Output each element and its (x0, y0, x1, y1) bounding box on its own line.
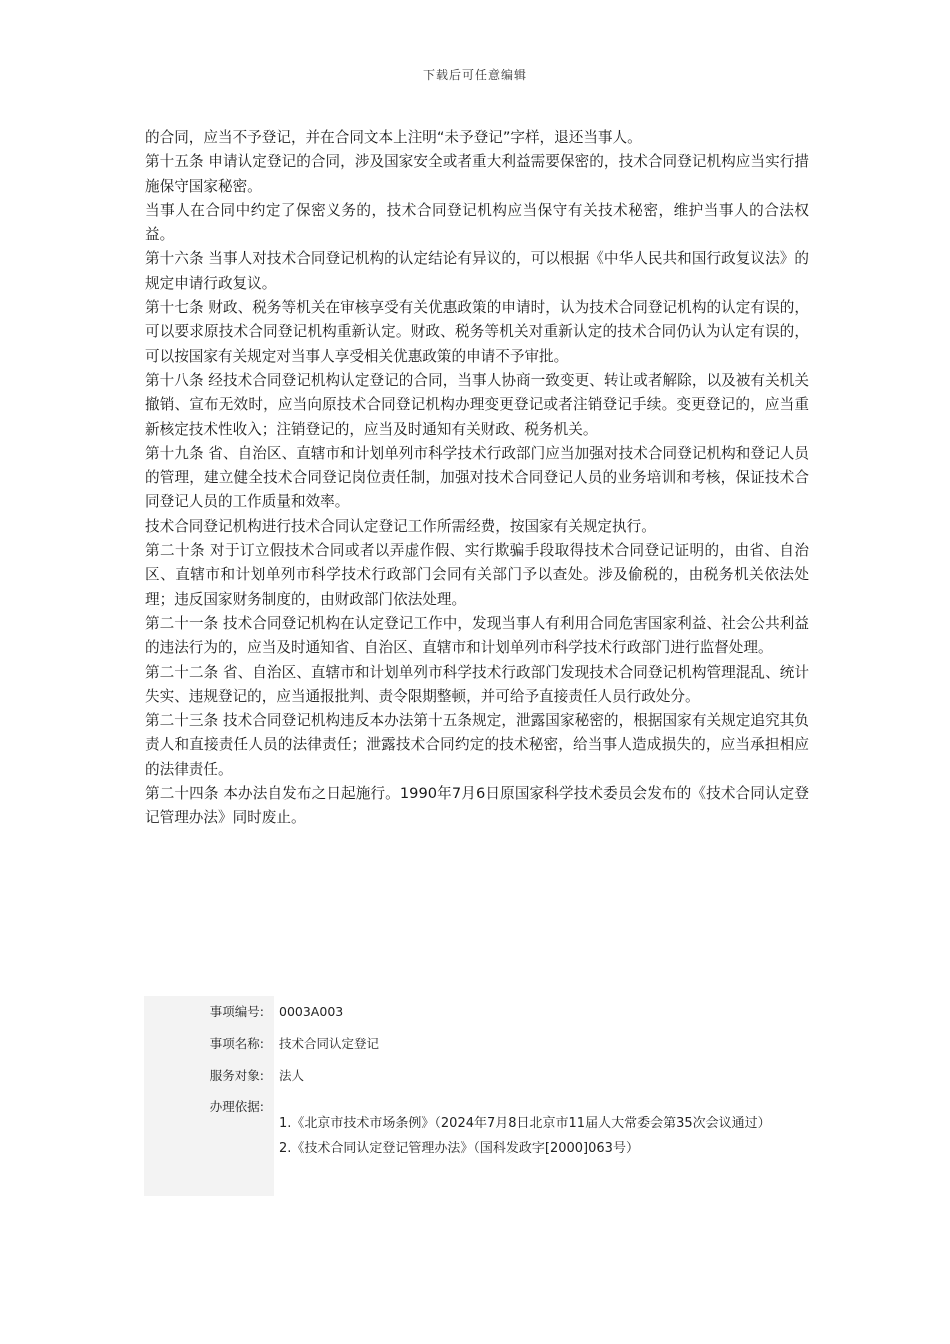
service-target-label: 服务对象: (144, 1060, 274, 1092)
info-row-basis (144, 1092, 806, 1196)
article-17: 第十七条 财政、税务等机关在审核享受有关优惠政策的申请时，认为技术合同登记机构的认定有误的，可以要求原技术合同登记机构重新认定。财政、税务等机关对重新认定的技术合同仍认为认定有误的，可以按国家有关规定对当事人享受相关优惠政策的申请不予审批。 (145, 299, 809, 365)
info-row-service-target (144, 1060, 806, 1092)
basis-label: 办理依据: (144, 1092, 274, 1196)
article-24: 第二十四条 本办法自发布之日起施行。1990年7月6日原国家科学技术委员会发布的《技术合同认定登记管理办法》同时废止。 (145, 785, 809, 827)
paragraph: 的合同，应当不予登记，并在合同文本上注明“未予登记”字样，退还当事人。 (145, 129, 642, 146)
paragraph: 技术合同登记机构进行技术合同认定登记工作所需经费，按国家有关规定执行。 (145, 517, 656, 535)
item-code-value: 0003A003 (279, 1004, 344, 1019)
info-row-item-name (144, 1028, 806, 1060)
item-info-table (144, 996, 806, 1196)
paragraph: 当事人在合同中约定了保密义务的，技术合同登记机构应当保守有关技术秘密，维护当事人的合法权益。 (145, 201, 809, 244)
info-row-item-code (144, 996, 806, 1028)
article-21: 第二十一条 技术合同登记机构在认定登记工作中，发现当事人有利用合同危害国家利益、社会公共利益的违法行为的，应当及时通知省、自治区、直辖市和计划单列市科学技术行政部门进行监督处理。 (145, 614, 809, 657)
basis-item: 1.《北京市技术市场条例》（2024年7月8日北京市11届人大常委会第35次会议通过） (279, 1116, 771, 1131)
article-23: 第二十三条 技术合同登记机构违反本办法第十五条规定，泄露国家秘密的，根据国家有关规定追究其负责人和直接责任人员的法律责任；泄露技术合同约定的技术秘密，给当事人造成损失的，应当承担相应的法律责任。 (145, 712, 809, 778)
article-22: 第二十二条 省、自治区、直辖市和计划单列市科学技术行政部门发现技术合同登记机构管理混乱、统计失实、违规登记的，应当通报批判、责令限期整顿，并可给予直接责任人员行政处分。 (145, 663, 809, 705)
article-20: 第二十条 对于订立假技术合同或者以弄虚作假、实行欺骗手段取得技术合同登记证明的，由省、自治区、直辖市和计划单列市科学技术行政部门会同有关部门予以查处。涉及偷税的，由税务机关依法处理；违反国家财务制度的，由财政部门依法处理。 (145, 542, 809, 608)
basis-list (279, 1112, 806, 1160)
article-16: 第十六条 当事人对技术合同登记机构的认定结论有异议的，可以根据《中华人民共和国行政复议法》的规定申请行政复议。 (145, 250, 809, 292)
article-19: 第十九条 省、自治区、直辖市和计划单列市科学技术行政部门应当加强对技术合同登记机构和登记人员的管理，建立健全技术合同登记岗位责任制，加强对技术合同登记人员的业务培训和考核，保证技术合同登记人员的工作质量和效率。 (145, 444, 809, 511)
header-note: 下载后可任意编辑 (422, 68, 527, 82)
item-name-value: 技术合同认定登记 (279, 1036, 380, 1051)
article-15: 第十五条 申请认定登记的合同，涉及国家安全或者重大利益需要保密的，技术合同登记机构应当实行措施保守国家秘密。 (145, 153, 809, 195)
basis-item: 2.《技术合同认定登记管理办法》（国科发政字[2000]063号） (279, 1141, 639, 1156)
item-code-label: 事项编号: (144, 996, 274, 1028)
service-target-value: 法人 (279, 1068, 305, 1083)
article-18: 第十八条 经技术合同登记机构认定登记的合同，当事人协商一致变更、转让或者解除，以及被有关机关撤销、宣布无效时，应当向原技术合同登记机构办理变更登记或者注销登记手续。变更登记的，应当重新核定技术性收入；注销登记的，应当及时通知有关财政、税务机关。 (145, 371, 809, 438)
basis-value (274, 1092, 806, 1196)
item-name-label: 事项名称: (144, 1028, 274, 1060)
document-body (145, 126, 809, 831)
